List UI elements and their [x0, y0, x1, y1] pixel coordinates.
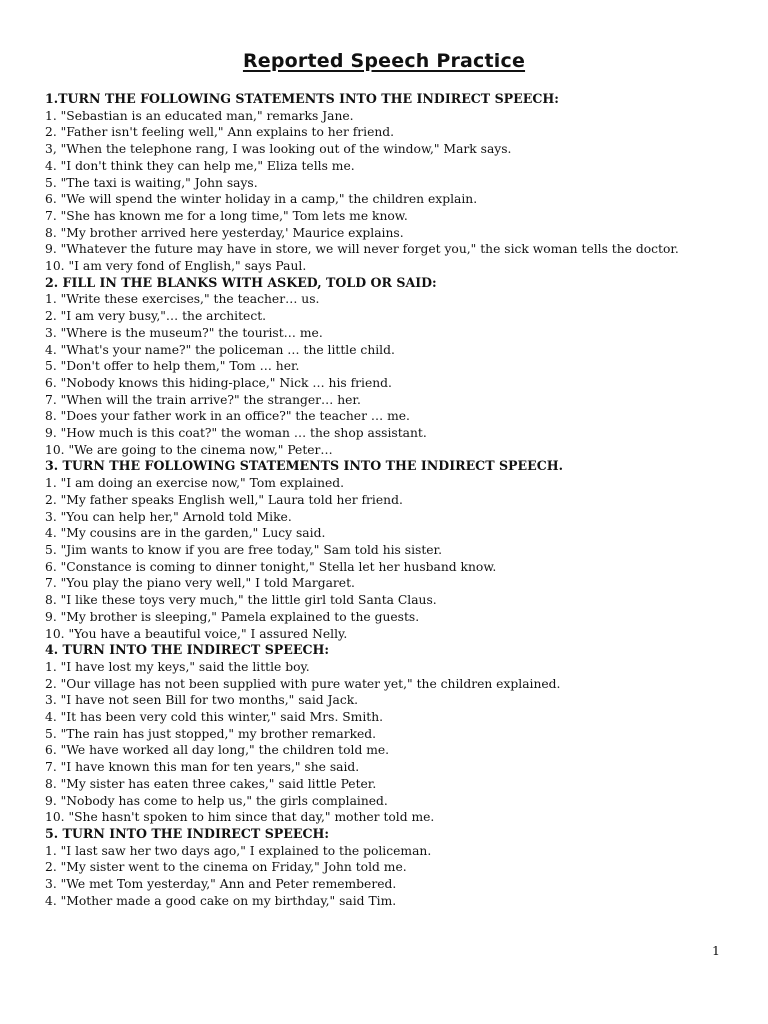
exercise-item: 9. "Nobody has come to help us," the girls complained. — [45, 793, 388, 808]
exercise-item: 7. "She has known me for a long time," Tom lets me know. — [45, 208, 408, 223]
exercise-item: 1. "I last saw her two days ago," I explained to the policeman. — [45, 843, 432, 858]
exercise-item: 4. "I don't think they can help me," Eliza tells me. — [45, 158, 355, 173]
exercise-item: 2. "Our village has not been supplied with pure water yet," the children explained. — [45, 676, 561, 691]
exercise-item: 2. "Father isn't feeling well," Ann explains to her friend. — [45, 125, 395, 140]
exercise-item: 8. "My brother arrived here yesterday,' Maurice explains. — [45, 225, 404, 240]
exercise-item: 1. "Write these exercises," the teacher… us. — [45, 292, 320, 307]
exercise-item: 5. "The taxi is waiting," John says. — [45, 175, 258, 190]
section-4 — [45, 642, 685, 826]
exercise-item: 6. "Nobody knows this hiding-place," Nick … his friend. — [45, 375, 392, 390]
exercise-item: 6. "We will spend the winter holiday in a camp," the children explain. — [45, 192, 478, 207]
exercise-item: 3, "When the telephone rang, I was looking out of the window," Mark says. — [45, 142, 512, 157]
section-3 — [45, 458, 685, 642]
page-number: 1 — [712, 943, 720, 958]
section-1 — [45, 91, 685, 275]
page-title-text: Reported Speech Practice — [242, 50, 526, 72]
exercise-item: 10. "You have a beautiful voice," I assured Nelly. — [45, 626, 348, 641]
exercise-item: 10. "I am very fond of English," says Paul. — [45, 259, 307, 274]
exercise-item: 7. "I have known this man for ten years," she said. — [45, 760, 360, 775]
exercise-item: 10. "We are going to the cinema now," Peter… — [45, 442, 333, 457]
exercise-item: 9. "How much is this coat?" the woman … the shop assistant. — [45, 426, 427, 441]
section-2 — [45, 275, 685, 459]
exercise-item: 3. "You can help her," Arnold told Mike. — [45, 509, 292, 524]
exercise-item: 3. "I have not seen Bill for two months," said Jack. — [45, 693, 359, 708]
exercise-item: 1. "I am doing an exercise now," Tom explained. — [45, 476, 345, 491]
exercise-item: 8. "My sister has eaten three cakes," said little Peter. — [45, 776, 377, 791]
exercise-item: 4. "What's your name?" the policeman … the little child. — [45, 342, 395, 357]
exercise-item: 5. "The rain has just stopped," my brother remarked. — [45, 726, 377, 741]
section-5 — [45, 826, 685, 910]
section-heading: 2. FILL IN THE BLANKS WITH ASKED, TOLD OR SAID: — [45, 274, 437, 290]
exercise-item: 2. "My father speaks English well," Laura told her friend. — [45, 492, 403, 507]
exercise-item: 5. "Don't offer to help them," Tom … her. — [45, 359, 300, 374]
exercise-item: 7. "When will the train arrive?" the stranger… her. — [45, 392, 361, 407]
exercise-item: 9. "Whatever the future may have in store, we will never forget you," the sick woman tells the doctor. — [45, 242, 679, 257]
exercise-item: 7. "You play the piano very well," I told Margaret. — [45, 576, 355, 591]
exercise-list — [45, 91, 685, 909]
exercise-item: 1. "Sebastian is an educated man," remarks Jane. — [45, 108, 354, 123]
exercise-item: 3. "We met Tom yesterday," Ann and Peter remembered. — [45, 877, 397, 892]
exercise-item: 8. "Does your father work in an office?" the teacher … me. — [45, 409, 410, 424]
exercise-item: 3. "Where is the museum?" the tourist… me. — [45, 325, 323, 340]
exercise-item: 9. "My brother is sleeping," Pamela explained to the guests. — [45, 609, 420, 624]
page-title — [0, 48, 768, 74]
exercise-item: 4. "My cousins are in the garden," Lucy said. — [45, 526, 326, 541]
exercise-item: 4. "Mother made a good cake on my birthday," said Tim. — [45, 893, 397, 908]
exercise-item: 8. "I like these toys very much," the little girl told Santa Claus. — [45, 593, 437, 608]
exercise-item: 1. "I have lost my keys," said the little boy. — [45, 659, 310, 674]
exercise-item: 2. "I am very busy,"… the architect. — [45, 309, 267, 324]
section-heading: 5. TURN INTO THE INDIRECT SPEECH: — [45, 825, 330, 841]
section-heading: 1.TURN THE FOLLOWING STATEMENTS INTO THE INDIRECT SPEECH: — [45, 91, 559, 106]
section-heading: 4. TURN INTO THE INDIRECT SPEECH: — [45, 642, 330, 658]
section-heading: 3. TURN THE FOLLOWING STATEMENTS INTO THE INDIRECT SPEECH. — [45, 458, 564, 474]
exercise-item: 4. "It has been very cold this winter," said Mrs. Smith. — [45, 710, 384, 725]
exercise-item: 5. "Jim wants to know if you are free today," Sam told his sister. — [45, 542, 442, 557]
exercise-item: 10. "She hasn't spoken to him since that day," mother told me. — [45, 810, 435, 825]
exercise-item: 2. "My sister went to the cinema on Friday," John told me. — [45, 860, 407, 875]
exercise-item: 6. "We have worked all day long," the children told me. — [45, 743, 390, 758]
exercise-item: 6. "Constance is coming to dinner tonight," Stella let her husband know. — [45, 559, 497, 574]
